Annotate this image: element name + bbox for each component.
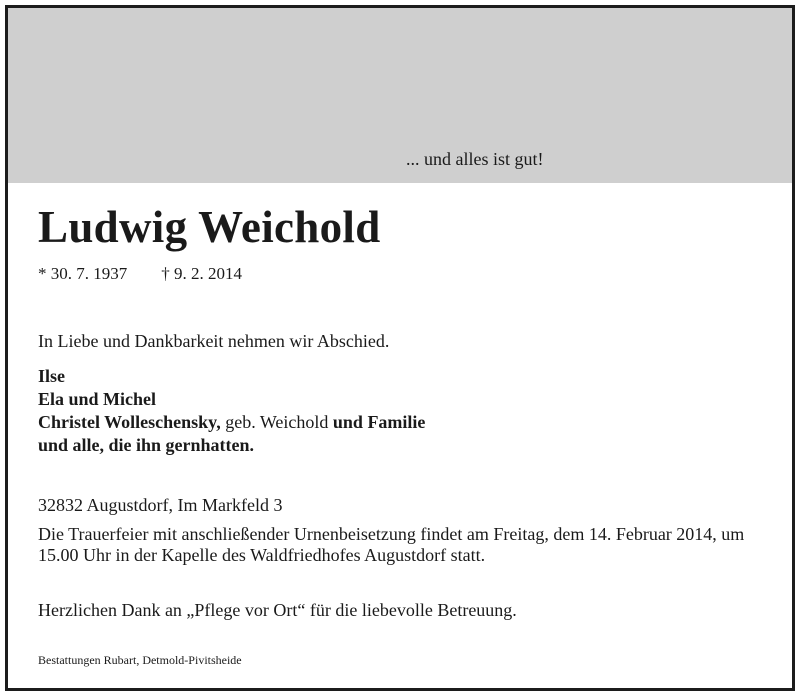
farewell-text: In Liebe und Dankbarkeit nehmen wir Abschied. [38,331,390,351]
mourner-name-bold: Christel Wolleschensky, [38,412,221,432]
undertaker-credit: Bestattungen Rubart, Detmold-Pivitsheide [38,653,242,667]
obituary-notice [5,5,795,691]
ceremony-text: Die Trauerfeier mit anschließender Urnenbeisetzung findet am Freitag, dem 14. Februar 2014, um 15.00 Uhr in der Kapelle des Waldfriedhofes Augustdorf statt. [38,524,745,565]
address: 32832 Augustdorf, Im Markfeld 3 [38,495,283,515]
photo-banner [8,8,792,183]
mourner-maiden-name: geb. Weichold [220,412,333,432]
death-date: † 9. 2. 2014 [161,264,242,283]
banner-quote: ... und alles ist gut! [406,149,544,169]
life-dates [38,264,242,284]
thanks-text: Herzlichen Dank an „Pflege vor Ort“ für die liebevolle Betreuung. [38,600,517,620]
mourner-line: und alle, die ihn gernhatten. [38,435,255,455]
mourner-line [38,411,425,434]
birth-date: * 30. 7. 1937 [38,264,128,283]
mourners-list [38,365,425,457]
deceased-name: Ludwig Weichold [38,202,381,252]
mourner-family: und Familie [332,412,426,432]
mourner-line: Ela und Michel [38,389,157,409]
mourner-line: Ilse [38,366,65,386]
